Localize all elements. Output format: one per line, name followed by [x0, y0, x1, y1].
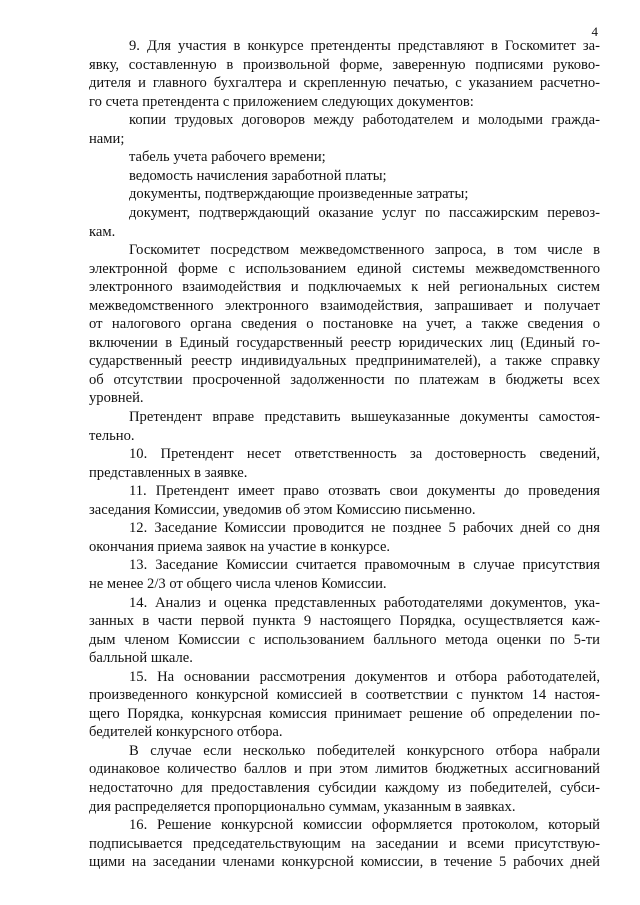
- text-line: 13. Заседание Комиссии считается правомочным в случае присутствия: [129, 557, 600, 574]
- text-line: не менее 2/3 от общего числа членов Комиссии.: [89, 575, 387, 592]
- text-line: электронного взаимодействия и подключаемых к ней региональных систем: [89, 279, 600, 296]
- text-line: щими на заседании членами конкурсной комиссии, в течение 5 рабочих дней: [89, 854, 600, 871]
- text-line: кам.: [89, 223, 116, 240]
- text-line: тельно.: [89, 427, 135, 444]
- text-line: го счета претендента с приложением следующих документов:: [89, 93, 474, 110]
- text-line: документ, подтверждающий оказание услуг по пассажирским перевоз-: [129, 204, 600, 221]
- text-line: документы, подтверждающие произведенные затраты;: [129, 186, 469, 203]
- text-line: межведомственного электронного взаимодействия, запрашивает и получает: [89, 297, 600, 314]
- text-line: Госкомитет посредством межведомственного запроса, в том числе в: [129, 242, 600, 259]
- text-line: В случае если несколько победителей конкурсного отбора набрали: [129, 742, 600, 759]
- text-line: нами;: [89, 130, 125, 147]
- text-line: заседания Комиссии, уведомив об этом Комиссию письменно.: [89, 501, 476, 518]
- text-line: копии трудовых договоров между работодателем и молодыми гражда-: [129, 112, 600, 129]
- text-line: недостаточно для предоставления субсидии каждому из победителей, субси-: [89, 780, 600, 796]
- text-line: окончания приема заявок на участие в конкурсе.: [89, 538, 391, 555]
- text-line: 15. На основании рассмотрения документов и отбора работодателей,: [129, 668, 600, 685]
- text-line: представленных в заявке.: [89, 464, 248, 481]
- text-line: от налогового органа сведения о постановке на учет, а также сведения о: [89, 316, 600, 333]
- text-line: Претендент вправе представить вышеуказанные документы самостоя-: [129, 409, 600, 425]
- text-line: ведомость начисления заработной платы;: [129, 167, 387, 184]
- text-line: об отсутствии просроченной задолженности по платежам в бюджеты всех: [89, 371, 600, 388]
- text-line: балльной шкале.: [89, 650, 193, 667]
- text-line: произведенного конкурсной комиссией в соответствии с пунктом 14 настоя-: [89, 687, 600, 704]
- text-line: дым членом Комиссии с использованием балльного метода оценки по 5-ти: [89, 631, 600, 648]
- text-line: дителя и главного бухгалтера и скрепленную печатью, с указанием расчетно-: [89, 75, 600, 92]
- text-line: 12. Заседание Комиссии проводится не позднее 5 рабочих дней со дня: [129, 520, 600, 537]
- page-number: 4: [591, 24, 598, 39]
- text-line: щего Порядка, конкурсная комиссия принимает решение об определении по-: [89, 705, 600, 722]
- text-line: подписывается председательствующим на заседании и всеми присутствую-: [89, 835, 600, 852]
- text-line: явку, составленную в произвольной форме, заверенную подписями руково-: [89, 56, 600, 73]
- text-line: 16. Решение конкурсной комиссии оформляется протоколом, который: [129, 817, 600, 834]
- text-line: 14. Анализ и оценка представленных работодателями документов, ука-: [129, 594, 600, 611]
- text-line: занных в части первой пункта 9 настоящего Порядка, осуществляется каж-: [89, 613, 600, 630]
- text-line: включении в Единый государственный реестр юридических лиц (Единый го-: [89, 334, 600, 351]
- text-line: электронной форме с использованием единой системы межведомственного: [89, 260, 600, 277]
- text-line: 11. Претендент имеет право отозвать свои документы до проведения: [129, 483, 600, 500]
- text-line: уровней.: [89, 390, 144, 407]
- text-line: дия распределяется пропорционально суммам, указанным в заявках.: [89, 798, 516, 815]
- text-line: бедителей конкурсного отбора.: [89, 724, 283, 741]
- text-line: 9. Для участия в конкурсе претенденты представляют в Госкомитет за-: [129, 38, 600, 54]
- text-line: 10. Претендент несет ответственность за достоверность сведений,: [129, 446, 600, 463]
- text-line: одинаковое количество баллов и при этом лимитов бюджетных ассигнований: [89, 761, 600, 778]
- text-line: сударственный реестр индивидуальных предпринимателей), а также справку: [89, 353, 600, 370]
- text-line: табель учета рабочего времени;: [129, 149, 326, 166]
